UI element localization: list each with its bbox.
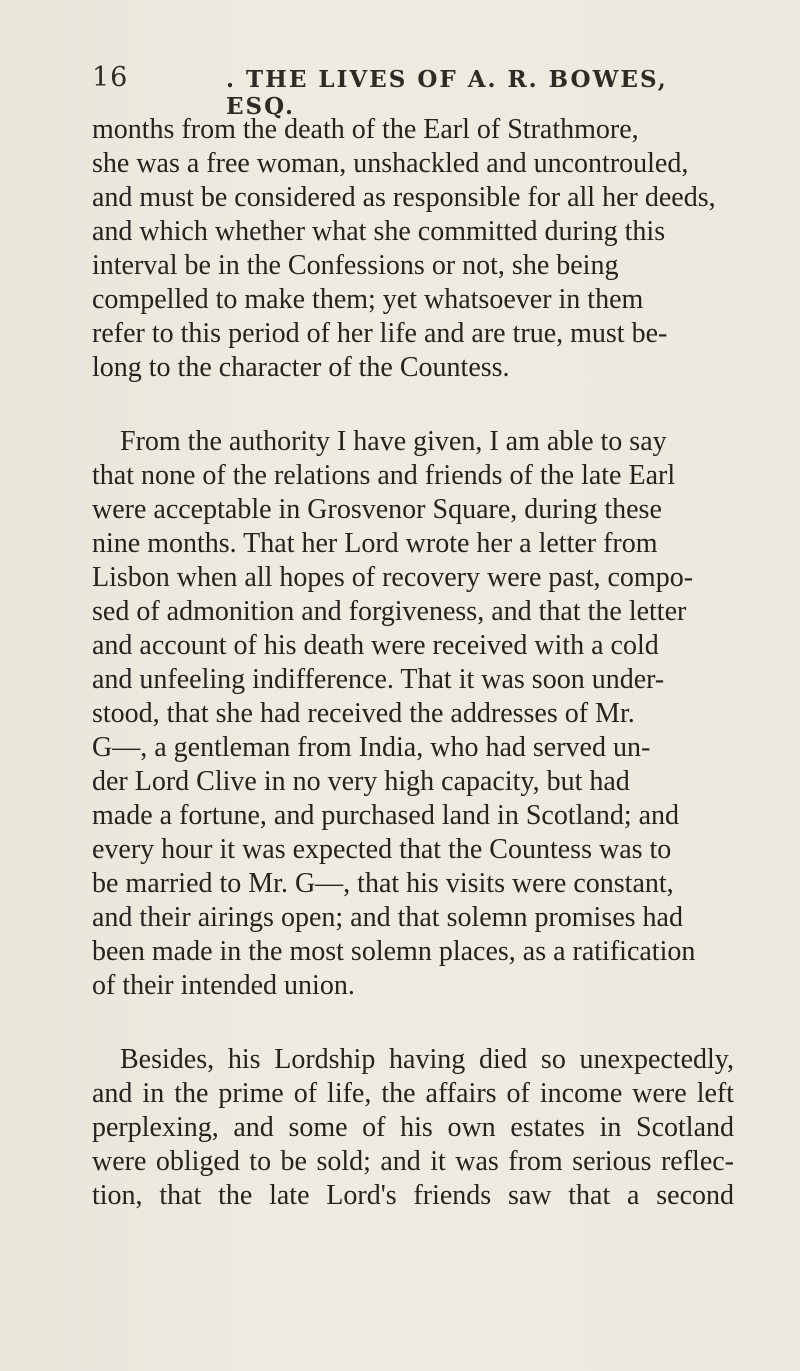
page-number: 16 xyxy=(92,62,129,93)
paragraph-1-line-2: she was a free woman, unshackled and uncontrouled, xyxy=(92,148,689,179)
paragraph-1-line-1: months from the death of the Earl of Strathmore, xyxy=(92,114,639,145)
body-text xyxy=(92,113,734,1213)
paragraph-1-line-8: long to the character of the Countess. xyxy=(92,352,510,383)
paragraph-2-line-7: and account of his death were received with a cold xyxy=(92,630,659,661)
paragraph-1-line-3: and must be considered as responsible for all her deeds, xyxy=(92,182,716,213)
paragraph-2-line-17: of their intended union. xyxy=(92,970,355,1001)
paragraph-2-line-8: and unfeeling indifference. That it was soon under- xyxy=(92,664,665,695)
paragraph-3 xyxy=(92,1043,734,1213)
paragraph-1 xyxy=(92,113,734,385)
paragraph-3-line-5: tion, that the late Lord's friends saw that a second xyxy=(92,1180,734,1211)
paragraph-2-line-6: sed of admonition and forgiveness, and that the letter xyxy=(92,596,687,627)
paragraph-2-line-10: G—, a gentleman from India, who had served un- xyxy=(92,732,651,763)
paragraph-2-line-11: der Lord Clive in no very high capacity, but had xyxy=(92,766,630,797)
paragraph-2-line-2: that none of the relations and friends of the late Earl xyxy=(92,460,676,491)
paragraph-2-line-1: From the authority I have given, I am able to say xyxy=(120,426,667,457)
paragraph-2 xyxy=(92,425,734,1003)
paragraph-2-line-12: made a fortune, and purchased land in Scotland; and xyxy=(92,800,680,831)
paragraph-2-line-4: nine months. That her Lord wrote her a letter from xyxy=(92,528,658,559)
paragraph-3-line-1: Besides, his Lordship having died so unexpectedly, xyxy=(120,1044,734,1075)
paragraph-1-line-7: refer to this period of her life and are true, must be- xyxy=(92,318,668,349)
paragraph-3-line-4: were obliged to be sold; and it was from serious reflec- xyxy=(92,1146,734,1177)
paragraph-1-line-5: interval be in the Confessions or not, she being xyxy=(92,250,619,281)
paragraph-2-line-15: and their airings open; and that solemn promises had xyxy=(92,902,683,933)
paragraph-2-line-14: be married to Mr. G—, that his visits were constant, xyxy=(92,868,674,899)
paragraph-2-line-5: Lisbon when all hopes of recovery were past, compo- xyxy=(92,562,694,593)
paragraph-3-line-2: and in the prime of life, the affairs of income were left xyxy=(92,1078,734,1109)
paragraph-2-line-16: been made in the most solemn places, as a ratification xyxy=(92,936,696,967)
paragraph-2-line-9: stood, that she had received the addresses of Mr. xyxy=(92,698,635,729)
page-header xyxy=(92,62,732,120)
paragraph-1-line-6: compelled to make them; yet whatsoever in them xyxy=(92,284,644,315)
paragraph-2-line-3: were acceptable in Grosvenor Square, during these xyxy=(92,494,662,525)
paragraph-1-line-4: and which whether what she committed during this xyxy=(92,216,666,247)
running-head: . THE LIVES OF A. R. BOWES, ESQ. xyxy=(226,66,668,120)
paragraph-3-line-3: perplexing, and some of his own estates in Scotland xyxy=(92,1112,734,1143)
paragraph-2-line-13: every hour it was expected that the Countess was to xyxy=(92,834,672,865)
